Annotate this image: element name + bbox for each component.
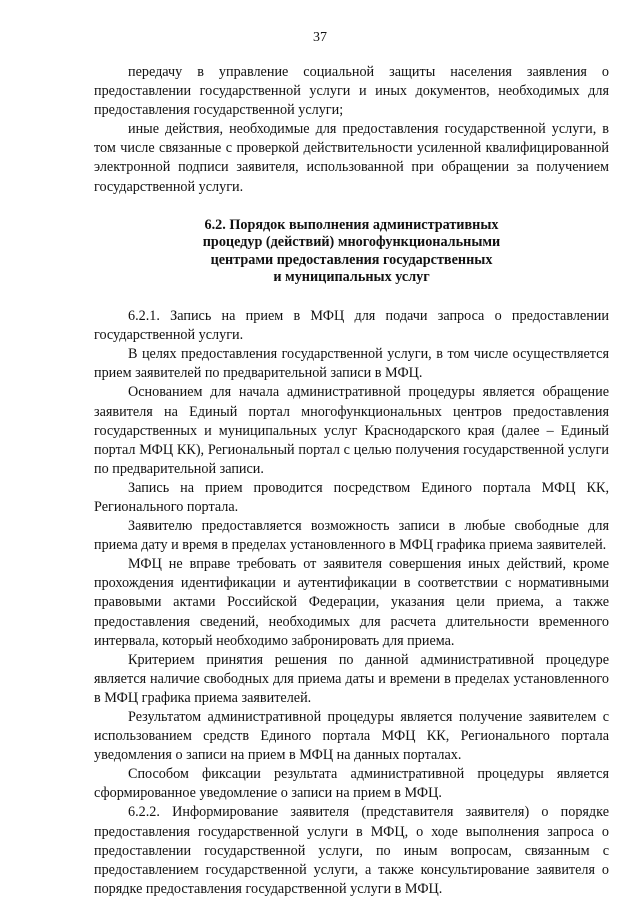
body-paragraph-1: 6.2.1. Запись на прием в МФЦ для подачи запроса о предоставлении государственной услуги. xyxy=(94,308,609,344)
body-paragraph-5: Заявителю предоставляется возможность записи в любые свободные для приема дату и время в пределах установленного в МФЦ графика приема заявителей. xyxy=(94,518,609,554)
body-paragraph-3: Основанием для начала административной процедуры является обращение заявителя на Единый портал многофункциональных центров предоставления государственных и муниципальных услуг Краснодарского края (далее – Единый портал МФЦ КК), Региональный портал с целью получения государственной услуги по предварительной записи. xyxy=(94,384,609,477)
section-heading-line-3: центрами предоставления государственных xyxy=(210,251,493,268)
intro-paragraph-2: иные действия, необходимые для предоставления государственной услуги, в том числе связанные с проверкой действительности усиленной квалифицированной электронной подписи заявителя, использованной при обращении за получением государственной услуги. xyxy=(94,121,609,195)
body-paragraph-4: Запись на прием проводится посредством Единого портала МФЦ КК, Регионального портала. xyxy=(94,479,609,515)
section-heading xyxy=(94,217,609,287)
section-heading-line-4: и муниципальных услуг xyxy=(273,269,430,286)
body-paragraph-7: Критерием принятия решения по данной административной процедуре является наличие свободных для приема даты и времени в пределах установленного в МФЦ графика приема заявителей. xyxy=(94,651,609,706)
section-heading-line-2: процедур (действий) многофункциональными xyxy=(202,234,501,251)
body-paragraph-8: Результатом административной процедуры является получение заявителем с использованием средств Единого портала МФЦ КК, Регионального портала уведомления о записи на прием в МФЦ на данных порталах. xyxy=(94,709,609,764)
body-paragraph-6: МФЦ не вправе требовать от заявителя совершения иных действий, кроме прохождения идентификации и аутентификации в соответствии с нормативными правовыми актами Российской Федерации, указания цели приема, а также предоставления сведений, необходимых для расчета длительности временного интервала, который необходимо забронировать для приема. xyxy=(94,556,609,649)
page-number: 37 xyxy=(313,30,327,45)
section-heading-line-1: 6.2. Порядок выполнения административных xyxy=(204,216,499,233)
intro-paragraph-1: передачу в управление социальной защиты населения заявления о предоставлении государственной услуги и иных документов, необходимых для предоставления государственной услуги; xyxy=(94,64,609,119)
body-paragraph-10: 6.2.2. Информирование заявителя (представителя заявителя) о порядке предоставления государственной услуги в МФЦ, о ходе выполнения запроса о предоставлении государственной услуги, по иным вопросам, связанным с предоставлением государственной услуги, а также консультирование заявителя о порядке предоставления государственной услуги в МФЦ. xyxy=(94,804,609,897)
body-paragraph-9: Способом фиксации результата административной процедуры является сформированное уведомление о записи на прием в МФЦ. xyxy=(94,766,609,802)
body-paragraph-2: В целях предоставления государственной услуги, в том числе осуществляется прием заявителей по предварительной записи в МФЦ. xyxy=(94,346,609,382)
document-body xyxy=(94,63,609,899)
